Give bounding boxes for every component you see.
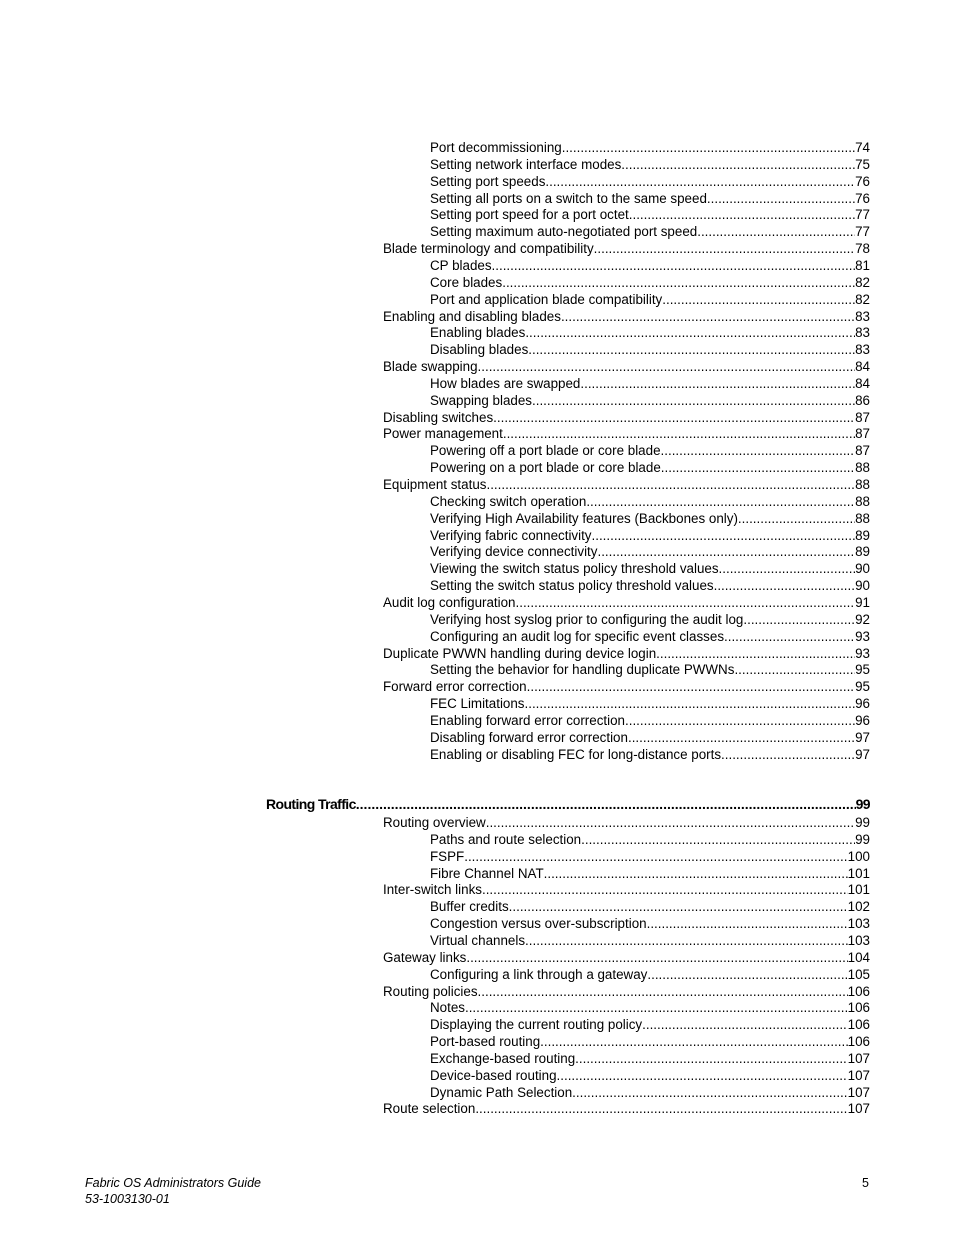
toc-entry-page: 89 [855,544,870,560]
toc-entry-page: 95 [855,662,870,678]
toc-entry-title: Disabling switches [383,409,494,425]
toc-entry[interactable] [383,814,870,831]
toc-entry-page: 106 [847,1017,870,1033]
toc-entry-title: Disabling blades [430,342,529,358]
toc-leader-dots [581,831,855,848]
toc-entry-page: 107 [847,1084,870,1100]
toc-entry[interactable] [430,695,870,712]
toc-entry-title: Port and application blade compatibility [430,291,663,307]
toc-entry[interactable] [430,190,870,207]
toc-entry-page: 88 [855,477,870,492]
toc-entry-title: Device-based routing [430,1067,557,1083]
toc-leader-dots [724,628,855,645]
toc-leader-dots [721,746,855,763]
toc-entry-title: Equipment status [383,477,487,492]
footer-doc-number: 53-1003130-01 [85,1192,170,1206]
toc-entry[interactable] [430,392,870,409]
toc-entry-page: 81 [855,257,870,273]
toc-leader-dots [575,1050,847,1067]
toc-entry[interactable] [430,560,870,577]
toc-entry-title: Verifying host syslog prior to configuring the audit log [430,611,744,627]
toc-entry-page: 87 [855,409,870,425]
toc-entry-page: 99 [855,815,870,830]
toc-leader-dots [707,190,855,207]
toc-entry-page: 102 [847,899,870,915]
toc-entry-title: Paths and route selection [430,831,582,847]
toc-entry-page: 88 [855,460,870,476]
toc-entry-title: Virtual channels [430,932,526,948]
toc-entry-page: 83 [855,342,870,358]
toc-entry[interactable] [383,645,870,662]
toc-leader-dots [572,1084,847,1101]
toc-leader-dots [502,274,855,291]
toc-leader-dots [592,527,856,544]
toc-entry[interactable] [430,999,870,1016]
toc-entry-title: Verifying fabric connectivity [430,527,592,543]
toc-entry-page: 76 [855,190,870,206]
toc-entry[interactable] [383,425,870,442]
toc-leader-dots [743,611,855,628]
toc-entry-title: Configuring a link through a gateway [430,966,648,982]
toc-leader-dots [557,1067,848,1084]
toc-entry[interactable] [430,257,870,274]
toc-entry[interactable] [383,1100,870,1117]
toc-entry-page: 84 [855,359,870,375]
toc-entry[interactable] [430,628,870,645]
toc-entry-page: 103 [847,916,870,932]
toc-leader-dots [478,983,848,1000]
toc-entry-title: Setting the behavior for handling duplicate PWWNs [430,662,735,678]
toc-leader-dots [661,442,856,459]
toc-entry-title: Enabling and disabling blades [383,308,561,324]
toc-chapter-entry[interactable] [266,796,870,813]
toc-entry[interactable] [430,459,870,476]
toc-entry-page: 107 [847,1101,870,1117]
toc-entry-title: Routing policies [383,983,478,999]
toc-entry[interactable] [430,291,870,308]
toc-entry-page: 106 [847,1000,870,1016]
toc-entry-page: 86 [855,392,870,408]
toc-entry-title: Setting maximum auto-negotiated port speed [430,224,698,240]
toc-entry[interactable] [430,831,870,848]
toc-entry-page: 90 [855,561,870,577]
toc-entry[interactable] [383,949,870,966]
toc-leader-dots [503,425,855,442]
toc-leader-dots [525,932,848,949]
toc-entry-title: Core blades [430,274,503,290]
toc-entry-page: 106 [847,1034,870,1050]
toc-entry[interactable] [430,442,870,459]
toc-leader-dots [478,358,856,375]
toc-entry-title: Power management [383,426,503,442]
toc-leader-dots [734,661,855,678]
toc-entry-title: Disabling forward error correction [430,729,628,745]
toc-entry-title: Setting network interface modes [430,156,622,172]
toc-entry-title: Powering off a port blade or core blade [430,443,661,459]
toc-entry-page: 82 [855,274,870,290]
toc-entry-title: Viewing the switch status policy threshold values [430,561,719,577]
toc-entry[interactable] [430,274,870,291]
toc-entry-title: Buffer credits [430,899,509,915]
toc-entry-page: 75 [855,156,870,172]
toc-entry-title: Blade swapping [383,359,478,375]
toc-entry[interactable] [430,156,870,173]
toc-entry-title: Audit log configuration [383,594,516,610]
toc-entry[interactable] [383,678,870,695]
toc-entry[interactable] [430,1050,870,1067]
toc-leader-dots [621,156,855,173]
toc-entry-page: 101 [847,882,870,898]
toc-leader-dots [475,1100,847,1117]
toc-entry[interactable] [430,375,870,392]
toc-entry[interactable] [430,746,870,763]
toc-leader-dots [465,999,848,1016]
toc-entry-title: Enabling blades [430,325,526,341]
toc-leader-dots [562,139,855,156]
toc-entry-page: 96 [855,712,870,728]
toc-leader-dots [662,291,855,308]
toc-entry-page: 87 [855,426,870,442]
toc-entry-title: Port-based routing [430,1034,541,1050]
toc-leader-dots [486,476,855,493]
toc-entry[interactable] [430,1067,870,1084]
toc-entry[interactable] [430,729,870,746]
toc-entry-page: 99 [855,796,870,812]
toc-entry[interactable] [383,240,870,257]
toc-entry[interactable] [430,206,870,223]
toc-entry[interactable] [430,1016,870,1033]
toc-entry[interactable] [383,476,870,493]
toc-entry[interactable] [383,881,870,898]
toc-entry-page: 107 [847,1050,870,1066]
toc-entry[interactable] [430,1084,870,1101]
toc-leader-dots [647,915,848,932]
toc-leader-dots [738,510,855,527]
toc-entry-page: 95 [855,679,870,695]
toc-entry-title: Setting the switch status policy threshold values [430,578,714,594]
toc-entry-title: Gateway links [383,949,467,965]
toc-leader-dots [532,392,855,409]
toc-entry-page: 89 [855,527,870,543]
toc-entry-title: Swapping blades [430,392,532,408]
toc-entry-page: 93 [855,628,870,644]
toc-leader-dots [527,678,855,695]
toc-entry-title: Route selection [383,1101,476,1117]
toc-entry-page: 74 [855,140,870,155]
toc-leader-dots [656,645,855,662]
toc-entry-title: Displaying the current routing policy [430,1017,643,1033]
toc-entry-page: 103 [847,932,870,948]
toc-leader-dots [525,324,855,341]
toc-entry[interactable] [430,324,870,341]
toc-entry-title: CP blades [430,257,492,273]
toc-entry-page: 106 [847,983,870,999]
toc-entry[interactable] [430,848,870,865]
toc-entry-page: 101 [847,865,870,881]
footer-doc-title: Fabric OS Administrators Guide [85,1176,261,1190]
toc-leader-dots [482,881,848,898]
toc-entry[interactable] [430,527,870,544]
toc-entry[interactable] [430,1033,870,1050]
toc-entry[interactable] [430,966,870,983]
toc-entry-title: Checking switch operation [430,493,587,509]
toc-entry[interactable] [430,865,870,882]
toc-entry-title: Exchange-based routing [430,1050,576,1066]
toc-entry[interactable] [430,493,870,510]
toc-entry-page: 87 [855,443,870,459]
toc-entry-title: Fibre Channel NAT [430,865,544,881]
toc-leader-dots [492,257,856,274]
toc-leader-dots [586,493,855,510]
toc-entry-title: Verifying device connectivity [430,544,598,560]
toc-entry-page: 78 [855,241,870,257]
toc-leader-dots [528,341,855,358]
toc-entry-title: Routing Traffic [266,796,356,812]
toc-entry-page: 105 [847,966,870,982]
toc-leader-dots [597,543,855,560]
toc-entry-title: FEC Limitations [430,696,525,712]
toc-entry-page: 83 [855,308,870,324]
toc-entry-title: Duplicate PWWN handling during device login [383,645,657,661]
footer-document-info [85,1175,261,1207]
toc-entry-page: 93 [855,645,870,661]
toc-leader-dots [466,949,847,966]
toc-entry-title: Notes [430,1000,465,1016]
footer-page-number: 5 [862,1176,869,1190]
toc-entry[interactable] [430,611,870,628]
toc-entry-page: 92 [855,611,870,627]
toc-entry-title: Routing overview [383,815,486,830]
toc-entry-page: 88 [855,493,870,509]
toc-entry-page: 76 [855,173,870,189]
toc-entry-page: 90 [855,578,870,594]
toc-entry-title: Inter-switch links [383,882,482,898]
toc-entry-title: Setting all ports on a switch to the same speed [430,190,707,206]
toc-entry-page: 77 [855,224,870,240]
toc-entry-page: 97 [855,729,870,745]
toc-leader-dots [628,729,855,746]
toc-entry-page: 99 [855,831,870,847]
toc-leader-dots [642,1016,848,1033]
toc-entry-title: Dynamic Path Selection [430,1084,573,1100]
toc-entry[interactable] [430,915,870,932]
toc-entry[interactable] [383,409,870,426]
toc-entry-page: 84 [855,375,870,391]
toc-entry-title: FSPF [430,848,465,864]
toc-leader-dots [697,223,855,240]
toc-entry-title: Setting port speed for a port octet [430,207,629,223]
toc-leader-dots [525,695,856,712]
toc-leader-dots [509,898,848,915]
toc-entry[interactable] [430,712,870,729]
toc-entry-title: Enabling forward error correction [430,712,625,728]
toc-entry[interactable] [430,341,870,358]
toc-entry[interactable] [430,223,870,240]
toc-leader-dots [516,594,856,611]
toc-entry-page: 107 [847,1067,870,1083]
toc-entry-page: 100 [847,848,870,864]
toc-entry-title: Powering on a port blade or core blade [430,460,661,476]
toc-entry-title: Configuring an audit log for specific event classes [430,628,725,644]
toc-entry-page: 104 [847,949,870,965]
toc-entry[interactable] [430,932,870,949]
toc-leader-dots [629,206,855,223]
toc-leader-dots [625,712,855,729]
toc-leader-dots [544,865,848,882]
toc-entry[interactable] [430,543,870,560]
toc-leader-dots [545,173,855,190]
toc-entry[interactable] [430,173,870,190]
toc-entry-page: 77 [855,207,870,223]
toc-entry[interactable] [430,577,870,594]
toc-entry[interactable] [430,661,870,678]
toc-leader-dots [714,577,856,594]
toc-leader-dots [486,814,855,831]
toc-entry-title: Port decommissioning [430,140,562,155]
toc-entry-title: How blades are swapped [430,375,581,391]
toc-entry-title: Forward error correction [383,679,527,695]
toc-entry[interactable] [430,510,870,527]
toc-entry-page: 83 [855,325,870,341]
toc-entry-page: 91 [855,594,870,610]
toc-entry[interactable] [430,139,870,156]
toc-entry[interactable] [383,594,870,611]
toc-entry-title: Verifying High Availability features (Backbones only) [430,510,738,526]
toc-entry-title: Setting port speeds [430,173,546,189]
toc-entry-page: 88 [855,510,870,526]
toc-leader-dots [493,409,855,426]
toc-leader-dots [661,459,855,476]
toc-leader-dots [561,308,855,325]
toc-entry-page: 82 [855,291,870,307]
toc-entry-title: Blade terminology and compatibility [383,241,594,257]
toc-entry-title: Congestion versus over-subscription [430,916,647,932]
toc-leader-dots [540,1033,847,1050]
toc-leader-dots [647,966,847,983]
toc-leader-dots [594,240,855,257]
toc-leader-dots [356,796,856,813]
toc-leader-dots [719,560,856,577]
toc-entry-title: Enabling or disabling FEC for long-distance ports [430,746,722,762]
toc-entry-page: 97 [855,746,870,762]
toc-entry[interactable] [430,898,870,915]
toc-entry[interactable] [383,358,870,375]
toc-leader-dots [580,375,855,392]
toc-entry[interactable] [383,308,870,325]
toc-entry-page: 96 [855,696,870,712]
toc-leader-dots [464,848,847,865]
toc-entry[interactable] [383,983,870,1000]
